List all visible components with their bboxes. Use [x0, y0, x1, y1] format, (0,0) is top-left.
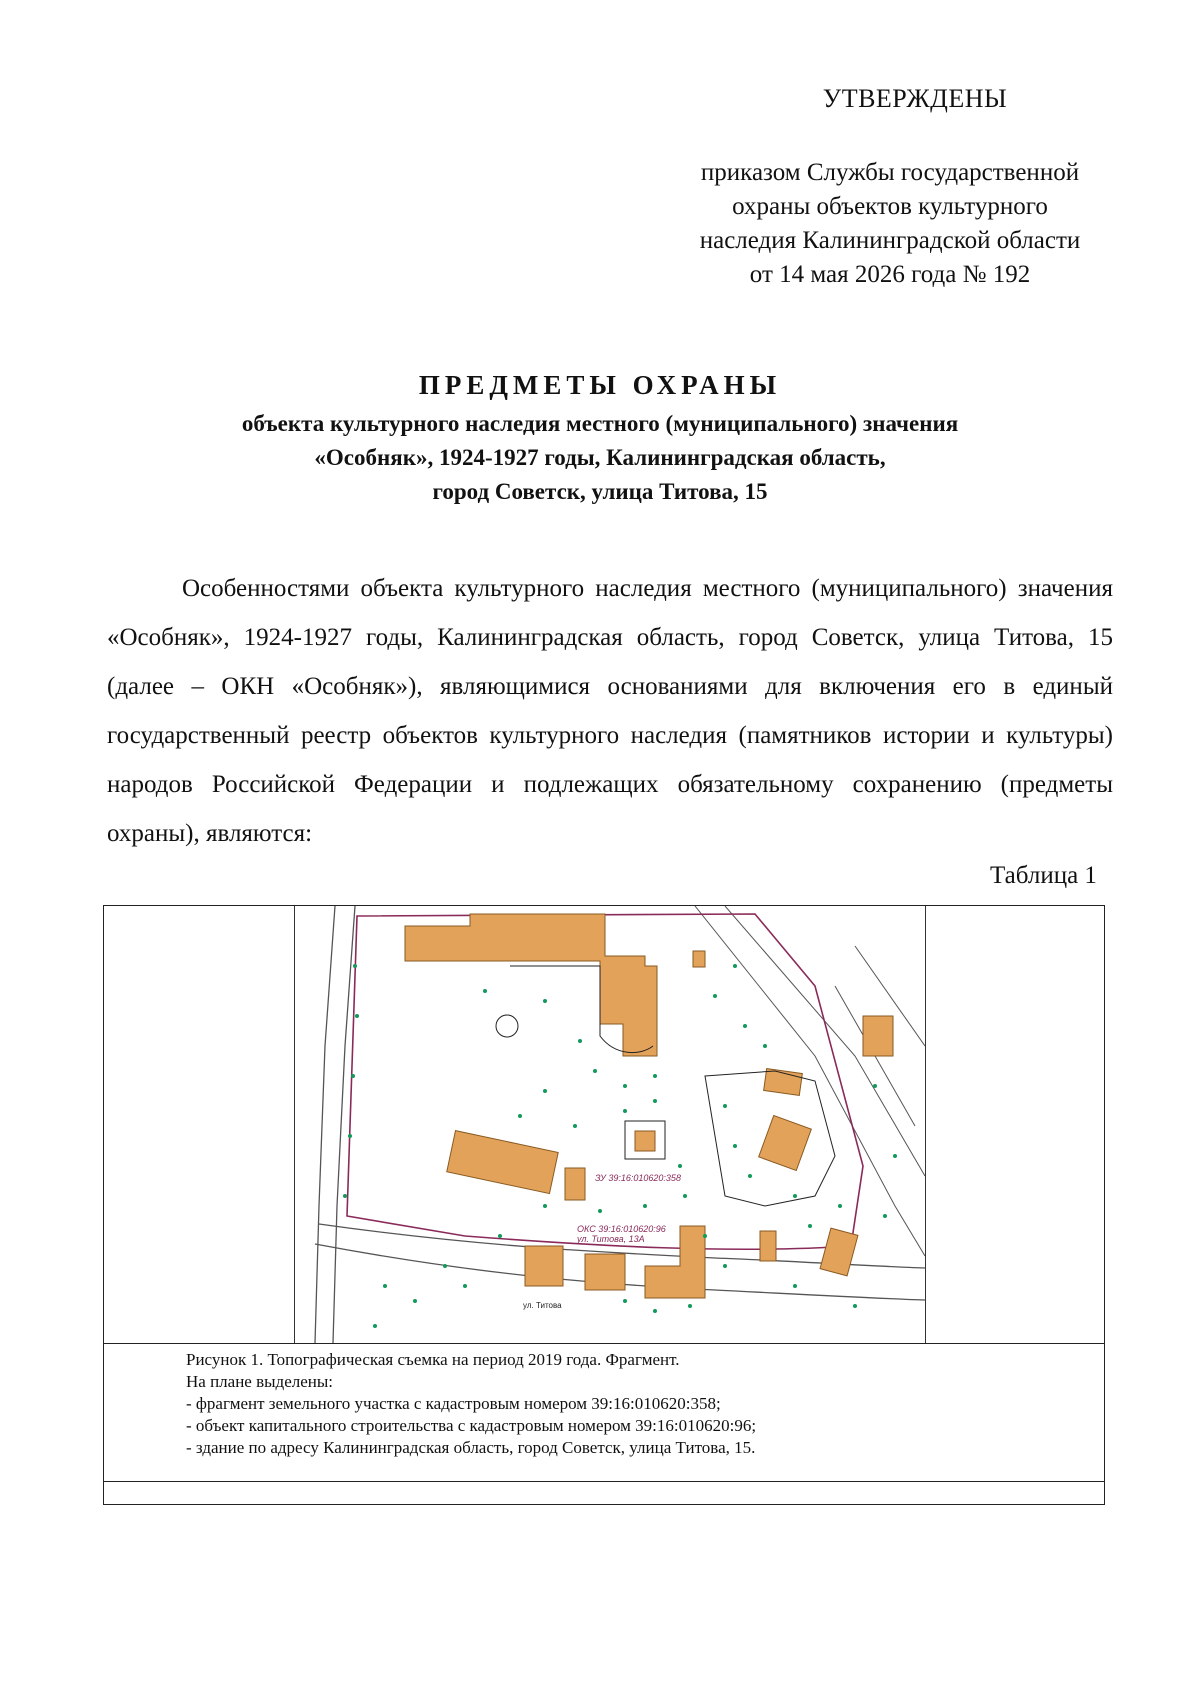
tree-marker	[748, 1174, 752, 1178]
tree-marker	[463, 1284, 467, 1288]
round-feature	[496, 1015, 518, 1037]
tree-marker	[578, 1039, 582, 1043]
building-south-2	[585, 1254, 625, 1290]
building-central	[447, 1131, 558, 1194]
tree-marker	[853, 1304, 857, 1308]
tree-marker	[543, 1204, 547, 1208]
tree-marker	[793, 1284, 797, 1288]
tree-marker	[743, 1024, 747, 1028]
tree-marker	[573, 1124, 577, 1128]
building-east-1	[759, 1115, 812, 1170]
building-east-5	[863, 1016, 893, 1056]
figure-caption	[186, 1349, 756, 1459]
tree-marker	[688, 1304, 692, 1308]
tree-marker	[351, 1074, 355, 1078]
tree-marker	[838, 1204, 842, 1208]
tree-marker	[348, 1134, 352, 1138]
path-ne-1	[695, 906, 925, 1256]
caption-line: - объект капитального строительства с кадастровым номером 39:16:010620:96;	[186, 1416, 757, 1435]
table-label: Таблица 1	[990, 862, 1097, 889]
tree-marker	[598, 1209, 602, 1213]
tree-marker	[683, 1194, 687, 1198]
title-line: «Особняк», 1924-1927 годы, Калининградская область,	[314, 445, 886, 470]
tree-marker	[893, 1154, 897, 1158]
approval-date: от 14 мая 2026 года № 192	[749, 261, 1031, 288]
building-label-2: ул. Титова, 13А	[577, 1234, 645, 1244]
title-main: ПРЕДМЕТЫ ОХРАНЫ	[418, 370, 782, 400]
tree-marker	[593, 1069, 597, 1073]
tree-marker	[733, 964, 737, 968]
caption-line: - фрагмент земельного участка с кадастровым номером 39:16:010620:358;	[186, 1394, 721, 1413]
building-kiosk	[693, 951, 705, 967]
caption-line: На плане выделены:	[186, 1372, 334, 1391]
tree-marker	[733, 1144, 737, 1148]
approval-heading: УТВЕРЖДЕНЫ	[822, 84, 1008, 113]
tree-marker	[543, 999, 547, 1003]
title-line: город Советск, улица Титова, 15	[432, 479, 768, 504]
approval-line: приказом Службы государственной	[700, 159, 1080, 186]
street-label: ул. Титова	[523, 1301, 562, 1310]
tree-marker	[883, 1214, 887, 1218]
approval-line: наследия Калининградской области	[699, 227, 1081, 254]
tree-marker	[373, 1324, 377, 1328]
tree-marker	[713, 994, 717, 998]
tree-marker	[873, 1084, 877, 1088]
building-small-1	[565, 1168, 585, 1200]
tree-marker	[623, 1084, 627, 1088]
tree-marker	[413, 1299, 417, 1303]
intro-paragraph: Особенностями объекта культурного наследия местного (муниципального) значения «Особняк», 1924-1927 годы, Калининградская область, город Советск, улица Титова, 15 (далее – ОКН «Особняк»), являющимися основаниями для включения его в единый государственный реестр объектов культурного наследия (памятников истории и культуры) народов Российской Федерации и подлежащих обязательному сохранению (предметы охраны), являются:	[107, 575, 1113, 847]
tree-marker	[653, 1074, 657, 1078]
table-row-separator	[104, 1343, 1104, 1344]
document-title	[120, 370, 1080, 509]
map-svg	[295, 906, 925, 1343]
tree-marker	[653, 1309, 657, 1313]
parcel-label: ЗУ 39:16:010620:358	[595, 1173, 681, 1183]
tree-marker	[623, 1299, 627, 1303]
approval-block	[660, 156, 1120, 292]
tree-marker	[793, 1194, 797, 1198]
topographic-map	[294, 906, 926, 1343]
building-small-2	[635, 1131, 655, 1151]
tree-marker	[703, 1234, 707, 1238]
caption-line: - здание по адресу Калининградская область, город Советск, улица Титова, 15.	[186, 1438, 756, 1457]
tree-marker	[763, 1044, 767, 1048]
tree-marker	[543, 1089, 547, 1093]
tree-marker	[355, 1014, 359, 1018]
path-ne-2	[725, 906, 925, 1176]
building-label-1: ОКС 39:16:010620:96	[577, 1224, 666, 1234]
buildings	[405, 914, 893, 1298]
building-east-3	[820, 1228, 858, 1276]
tree-marker	[723, 1264, 727, 1268]
tree-marker	[498, 1234, 502, 1238]
tree-marker	[353, 964, 357, 968]
tree-marker	[678, 1164, 682, 1168]
approval-line: охраны объектов культурного	[732, 193, 1048, 220]
caption-line: Рисунок 1. Топографическая съемка на период 2019 года. Фрагмент.	[186, 1350, 680, 1369]
table-row-separator	[104, 1481, 1104, 1482]
tree-marker	[483, 989, 487, 993]
tree-marker	[383, 1284, 387, 1288]
tree-marker	[518, 1114, 522, 1118]
tree-marker	[623, 1109, 627, 1113]
road-edge-west-1	[315, 906, 335, 1343]
tree-marker	[723, 1104, 727, 1108]
tree-marker	[443, 1264, 447, 1268]
table-1	[103, 905, 1105, 1505]
building-titova-15	[525, 1246, 563, 1286]
tree-marker	[653, 1099, 657, 1103]
building-south-3	[645, 1226, 705, 1298]
road-edge-west-2	[333, 906, 355, 1343]
tree-marker	[643, 1204, 647, 1208]
tree-marker	[808, 1224, 812, 1228]
title-line: объекта культурного наследия местного (муниципального) значения	[241, 411, 959, 436]
building-east-2	[760, 1231, 776, 1261]
building-north	[405, 914, 657, 1056]
tree-marker	[343, 1194, 347, 1198]
